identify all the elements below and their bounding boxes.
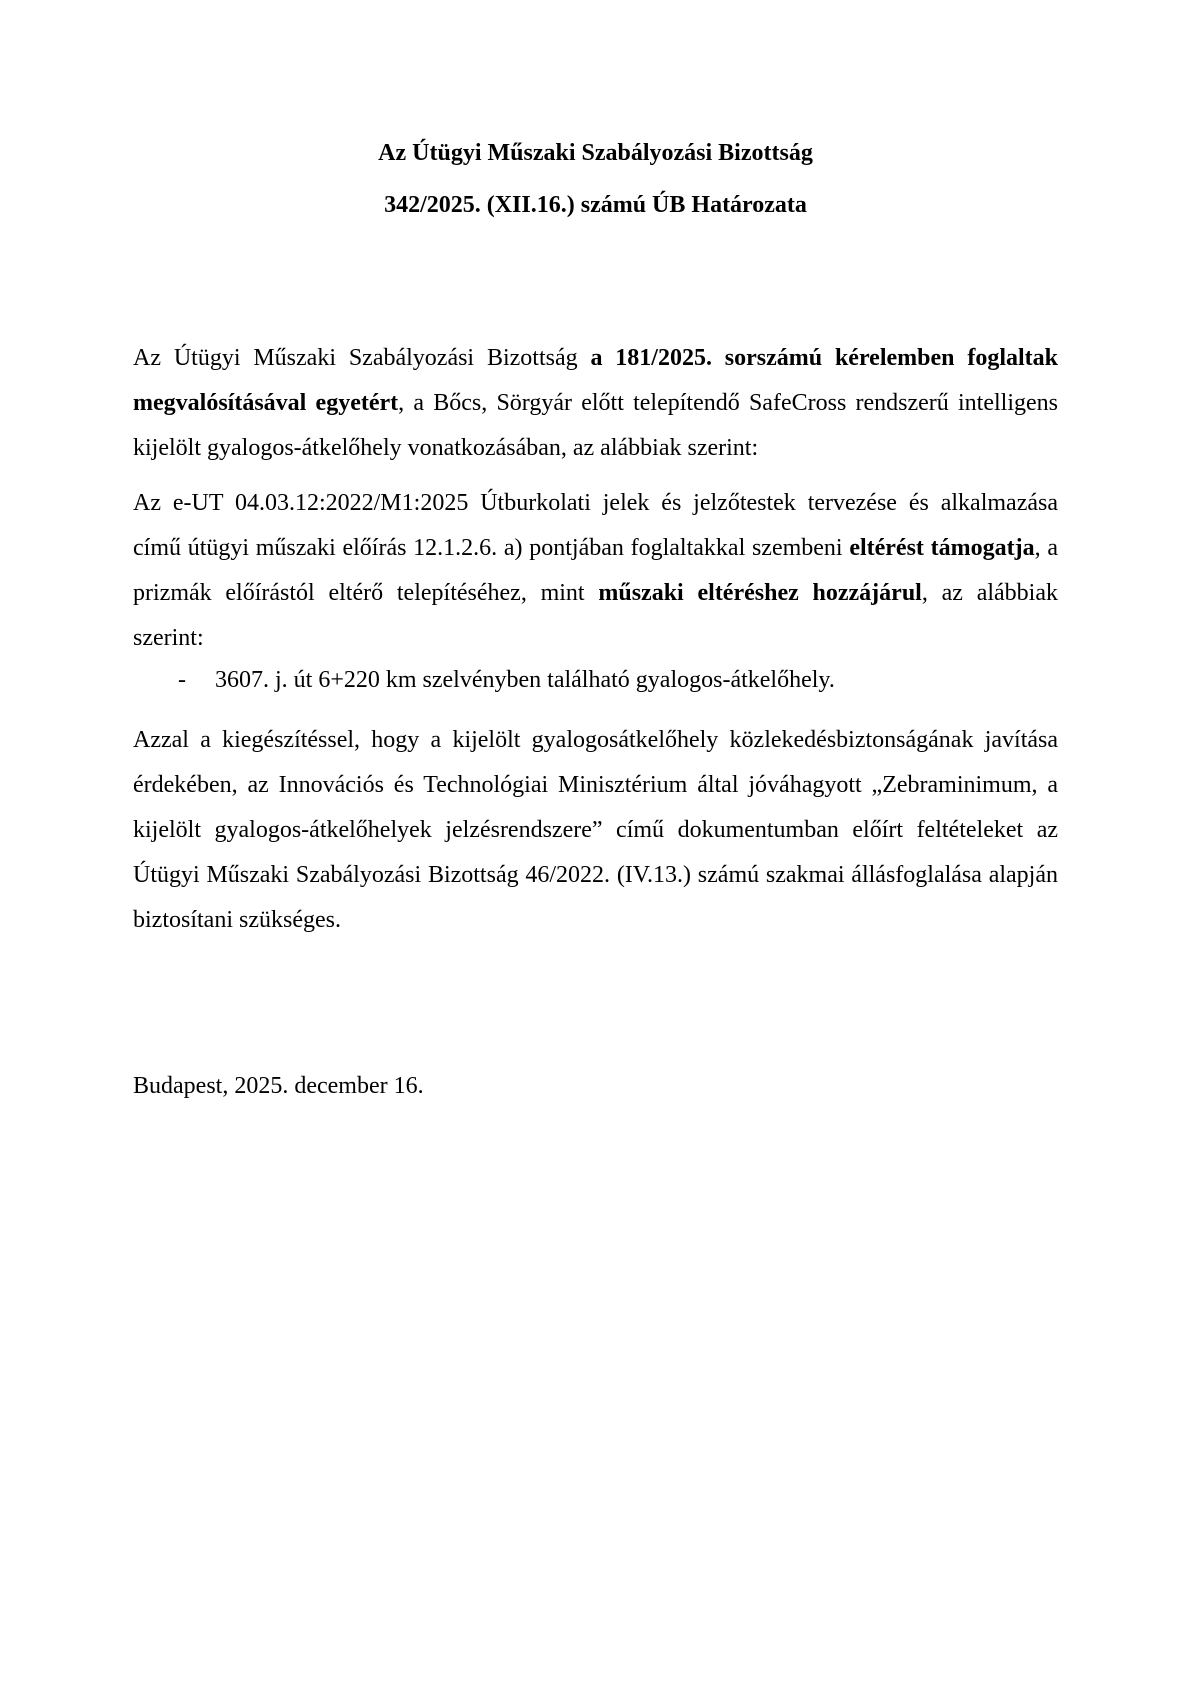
paragraph-2-run-0: Az e-UT 04.03.12:2022/M1:2025 Útburkolati jelek és jelzőtestek tervezése és alkalmazása című útügyi műszaki előírás 12.1.2.6. a) pontjában foglaltakkal szembeni — [133, 490, 1058, 561]
paragraph-2-run-1-bold: eltérést támogatja — [849, 535, 1035, 561]
document-title-line-1: Az Útügyi Műszaki Szabályozási Bizottság — [378, 140, 813, 166]
paragraph-3: Azzal a kiegészítéssel, hogy a kijelölt gyalogosátkelőhely közlekedésbiztonságának javítása érdekében, az Innovációs és Technológiai Minisztérium által jóváhagyott „Zebraminimum, a kijelölt gyalogos-átkelőhelyek jelzésrendszere” című dokumentumban előírt feltételeket az Útügyi Műszaki Szabályozási Bizottság 46/2022. (IV.13.) számú szakmai állásfoglalása alapján biztosítani szükséges. — [133, 727, 1058, 933]
document-title — [133, 131, 1058, 228]
paragraph-1-run-0: Az Útügyi Műszaki Szabályozási Bizottság — [133, 345, 591, 371]
paragraph-1 — [133, 336, 1058, 471]
bullet-marker: - — [178, 667, 186, 693]
paragraph-1-run-1-bold: a 181/2025. sorszámú kérelemben foglaltak megvalósításával egyetért — [133, 345, 1058, 416]
list-item-text: 3607. j. út 6+220 km szelvényben található gyalogos-átkelőhely. — [215, 667, 835, 693]
paragraph-1-run-2: , a Bőcs, Sörgyár előtt telepítendő SafeCross rendszerű intelligens kijelölt gyalogos-átkelőhely vonatkozásában, az alábbiak szerint: — [133, 390, 1058, 461]
document-title-line-2: 342/2025. (XII.16.) számú ÚB Határozata — [384, 192, 807, 218]
paragraph-2-run-2: , a prizmák előírástól eltérő telepítéséhez, mint — [133, 535, 1058, 606]
date-line: Budapest, 2025. december 16. — [133, 1073, 424, 1099]
paragraph-2-run-3-bold: műszaki eltéréshez hozzájárul — [598, 580, 922, 606]
paragraph-2-run-4: , az alábbiak szerint: — [133, 580, 1058, 651]
paragraph-2 — [133, 481, 1058, 661]
list-item — [133, 661, 1058, 699]
